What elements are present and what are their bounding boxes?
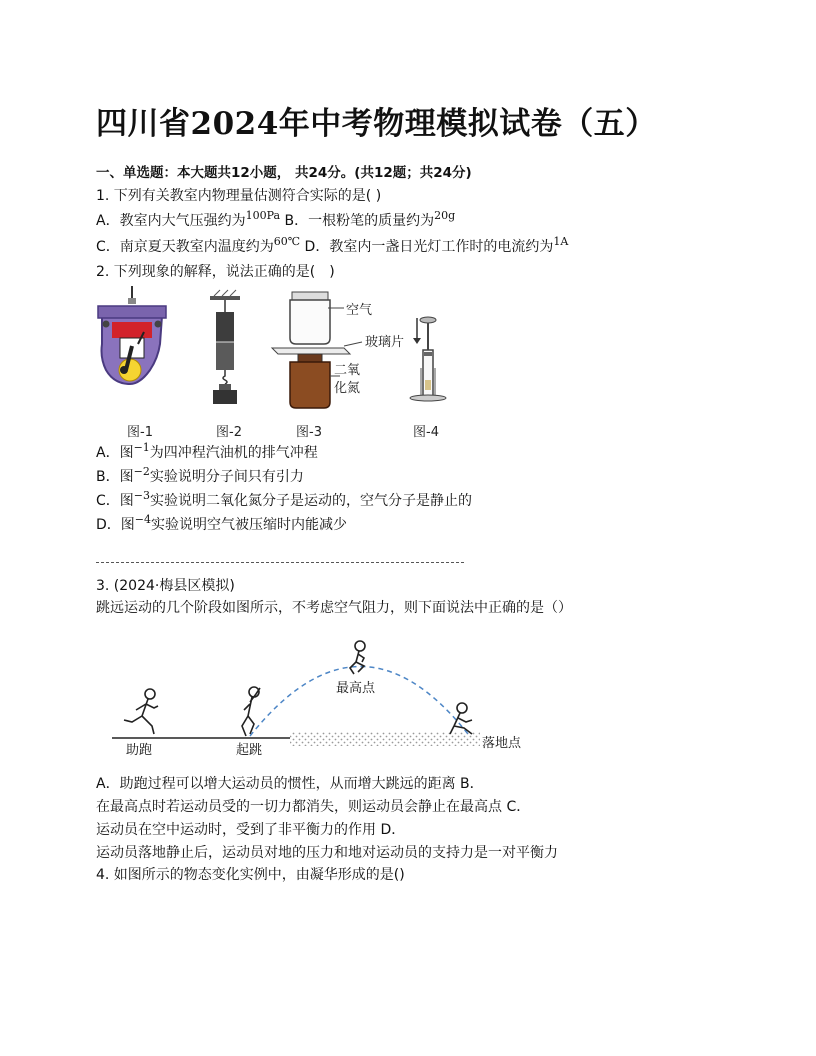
q2-option-b: B．图$^{-2}$实验说明分子间只有引力 <box>96 465 304 485</box>
fig-label-3: 图-3 <box>296 425 322 440</box>
engine-cylinder-figure <box>98 286 166 384</box>
q2-figures <box>90 284 470 446</box>
q3-line-2: 在最高点时若运动员受的一切力都消失，则运动员会静止在最高点 C． <box>96 799 531 815</box>
q3-line-4: 运动员落地静止后，运动员对地的压力和地对运动员的支持力是一对平衡力 <box>96 845 558 861</box>
gas-diffusion-figure <box>272 292 404 408</box>
lead-cylinders-figure <box>210 290 240 404</box>
sand-pit <box>290 732 480 746</box>
label-air: 空气 <box>346 303 373 318</box>
q1-option-d: D．教室内一盏日光灯工作时的电流约为 <box>300 239 554 255</box>
label-run-up: 助跑 <box>126 743 153 758</box>
q3-source: 3. (2024·梅县区模拟) <box>96 578 235 594</box>
q4-stem: 4. 如图所示的物态变化实例中，由凝华形成的是() <box>96 867 405 883</box>
jump-trajectory <box>250 666 468 736</box>
q1-option-a-value: 100Pa <box>245 209 281 222</box>
q2-option-d: D．图$^{-4}$实验说明空气被压缩时内能减少 <box>96 513 347 533</box>
long-jump-figure <box>100 630 540 765</box>
highest-point-figure <box>350 641 365 674</box>
runner-figure <box>124 689 158 734</box>
label-glass: 玻璃片 <box>365 335 405 350</box>
paper-title: 四川省2024年中考物理模拟试卷（五） <box>96 106 657 142</box>
q3-stem: 跳远运动的几个阶段如图所示，不考虑空气阻力，则下面说法中正确的是（） <box>96 600 572 616</box>
q1-stem: 1. 下列有关教室内物理量估测符合实际的是( ) <box>96 188 382 204</box>
q2-stem: 2. 下列现象的解释，说法正确的是( ) <box>96 264 335 280</box>
label-highest-point: 最高点 <box>336 681 376 696</box>
fig-label-2: 图-2 <box>216 425 242 440</box>
q3-line-3: 运动员在空中运动时，受到了非平衡力的作用 D． <box>96 822 406 838</box>
section-heading: 一、单选题：本大题共12小题， 共24分。(共12题；共24分) <box>96 165 472 181</box>
q1-option-d-value: 1A <box>553 235 569 248</box>
compression-syringe-figure <box>410 317 446 401</box>
takeoff-figure <box>242 687 260 736</box>
label-gas-line1: 二氧 <box>334 363 361 378</box>
label-landing-point: 落地点 <box>482 736 522 751</box>
landing-figure <box>450 703 472 734</box>
q1-option-b: B．一根粉笔的质量约为 <box>280 213 435 229</box>
q1-options-ab <box>96 211 455 231</box>
q2-option-c: C．图$^{-3}$实验说明二氧化氮分子是运动的，空气分子是静止的 <box>96 489 472 509</box>
q1-option-c: C．南京夏天教室内温度约为 <box>96 239 274 255</box>
q1-option-b-value: 20g <box>434 209 456 222</box>
question-separator <box>96 562 464 563</box>
fig-label-1: 图-1 <box>127 425 153 440</box>
q2-option-a: A．图$^{-1}$为四冲程汽油机的排气冲程 <box>96 441 318 461</box>
label-takeoff: 起跳 <box>236 743 263 758</box>
label-gas-line2: 化氮 <box>334 381 361 396</box>
q1-option-a: A．教室内大气压强约为 <box>96 213 246 229</box>
q1-option-c-value: 60℃ <box>273 235 301 248</box>
q1-options-cd <box>96 237 568 257</box>
q3-line-1: A．助跑过程可以增大运动员的惯性，从而增大跳远的距离 B． <box>96 776 484 792</box>
fig-label-4: 图-4 <box>413 425 439 440</box>
